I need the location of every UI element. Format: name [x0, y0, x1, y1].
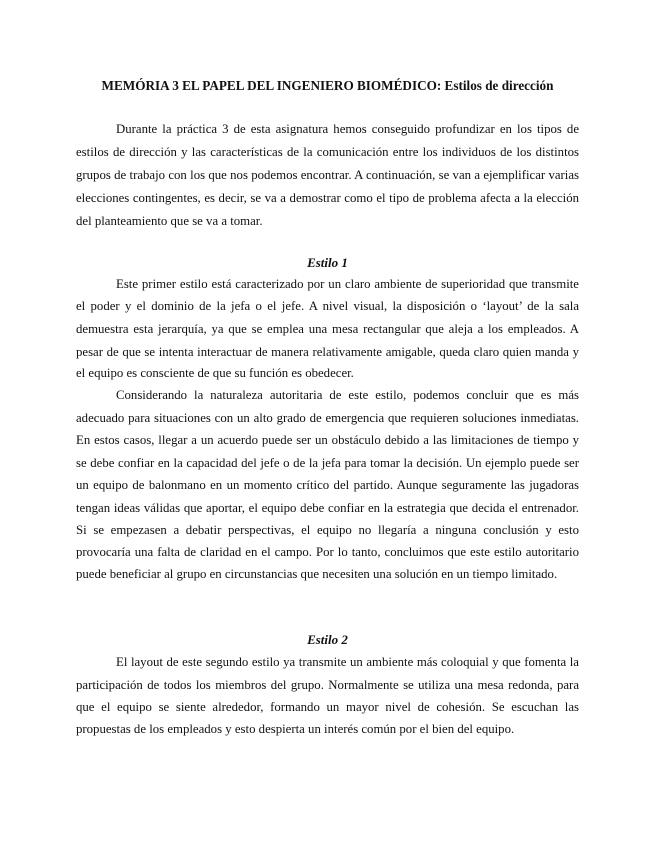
paragraph-line: adecuado para situaciones con un alto grado de emergencia que requieren soluciones inmediatas. — [76, 411, 579, 425]
intro-line: elecciones contingentes, es decir, se va a demostrar como el tipo de problema afecta a la elección — [76, 191, 579, 205]
intro-line: del planteamiento que se va a tomar. — [76, 214, 263, 228]
paragraph-line: Si se empezasen a debatir perspectivas, el equipo no llegaría a ninguna conclusión y esto — [76, 523, 579, 537]
intro-line: estilos de dirección y las características de la comunicación entre los individuos de los distintos — [76, 145, 579, 159]
paragraph-line: Considerando la naturaleza autoritaria de este estilo, podemos concluir que es más — [116, 388, 579, 402]
document-title: MEMÓRIA 3 EL PAPEL DEL INGENIERO BIOMÉDICO: Estilos de dirección — [101, 78, 554, 93]
paragraph-line: tengan ideas válidas que aportar, el equipo debe confiar en la estrategia que decida el entrenador. — [76, 501, 579, 515]
section-heading-estilo-1: Estilo 1 — [307, 255, 348, 270]
intro-line: grupos de trabajo con los que nos podemos encontrar. A continuación, se van a ejemplificar varias — [76, 168, 579, 182]
paragraph-line: el poder y el dominio de la jefa o el jefe. A nivel visual, la disposición o ‘layout’ de la sala — [76, 299, 579, 313]
intro-line: Durante la práctica 3 de esta asignatura hemos conseguido profundizar en los tipos de — [116, 122, 579, 136]
paragraph-line: el equipo es consciente de que su función es obedecer. — [76, 366, 354, 380]
paragraph-line: propuestas de los empleados y esto despierta un interés común por el bien del equipo. — [76, 722, 515, 736]
paragraph-line: Este primer estilo está caracterizado por un claro ambiente de superioridad que transmite — [116, 277, 579, 291]
paragraph-line: En estos casos, llegar a un acuerdo puede ser un obstáculo debido a las limitaciones de tiempo y — [76, 433, 579, 447]
paragraph-line: provocaría una falta de claridad en el campo. Por lo tanto, concluimos que este estilo autoritario — [76, 545, 579, 559]
paragraph-line: un equipo de balonmano en un momento crítico del partido. Aunque seguramente las jugadoras — [76, 478, 579, 492]
paragraph-line: pesar de que se intenta interactuar de manera relativamente amigable, queda claro quien manda y — [76, 345, 579, 359]
paragraph-line: que el equipo se siente alrededor, formando un mayor nivel de cohesión. Se escuchan las — [76, 700, 579, 714]
paragraph-line: se debe confiar en la capacidad del jefe o de la jefa para tomar la decisión. Un ejemplo puede ser — [76, 456, 579, 470]
paragraph-line: El layout de este segundo estilo ya transmite un ambiente más coloquial y que fomenta la — [116, 655, 579, 669]
paragraph-line: demuestra esta jerarquía, ya que se emplea una mesa rectangular que aleja a los empleados. A — [76, 322, 579, 336]
paragraph-line: puede beneficiar al grupo en circunstancias que necesiten una solución en un tiempo limitado. — [76, 567, 558, 581]
section-heading-estilo-2: Estilo 2 — [307, 632, 348, 647]
paragraph-line: participación de todos los miembros del grupo. Normalmente se utiliza una mesa redonda, para — [76, 678, 579, 692]
